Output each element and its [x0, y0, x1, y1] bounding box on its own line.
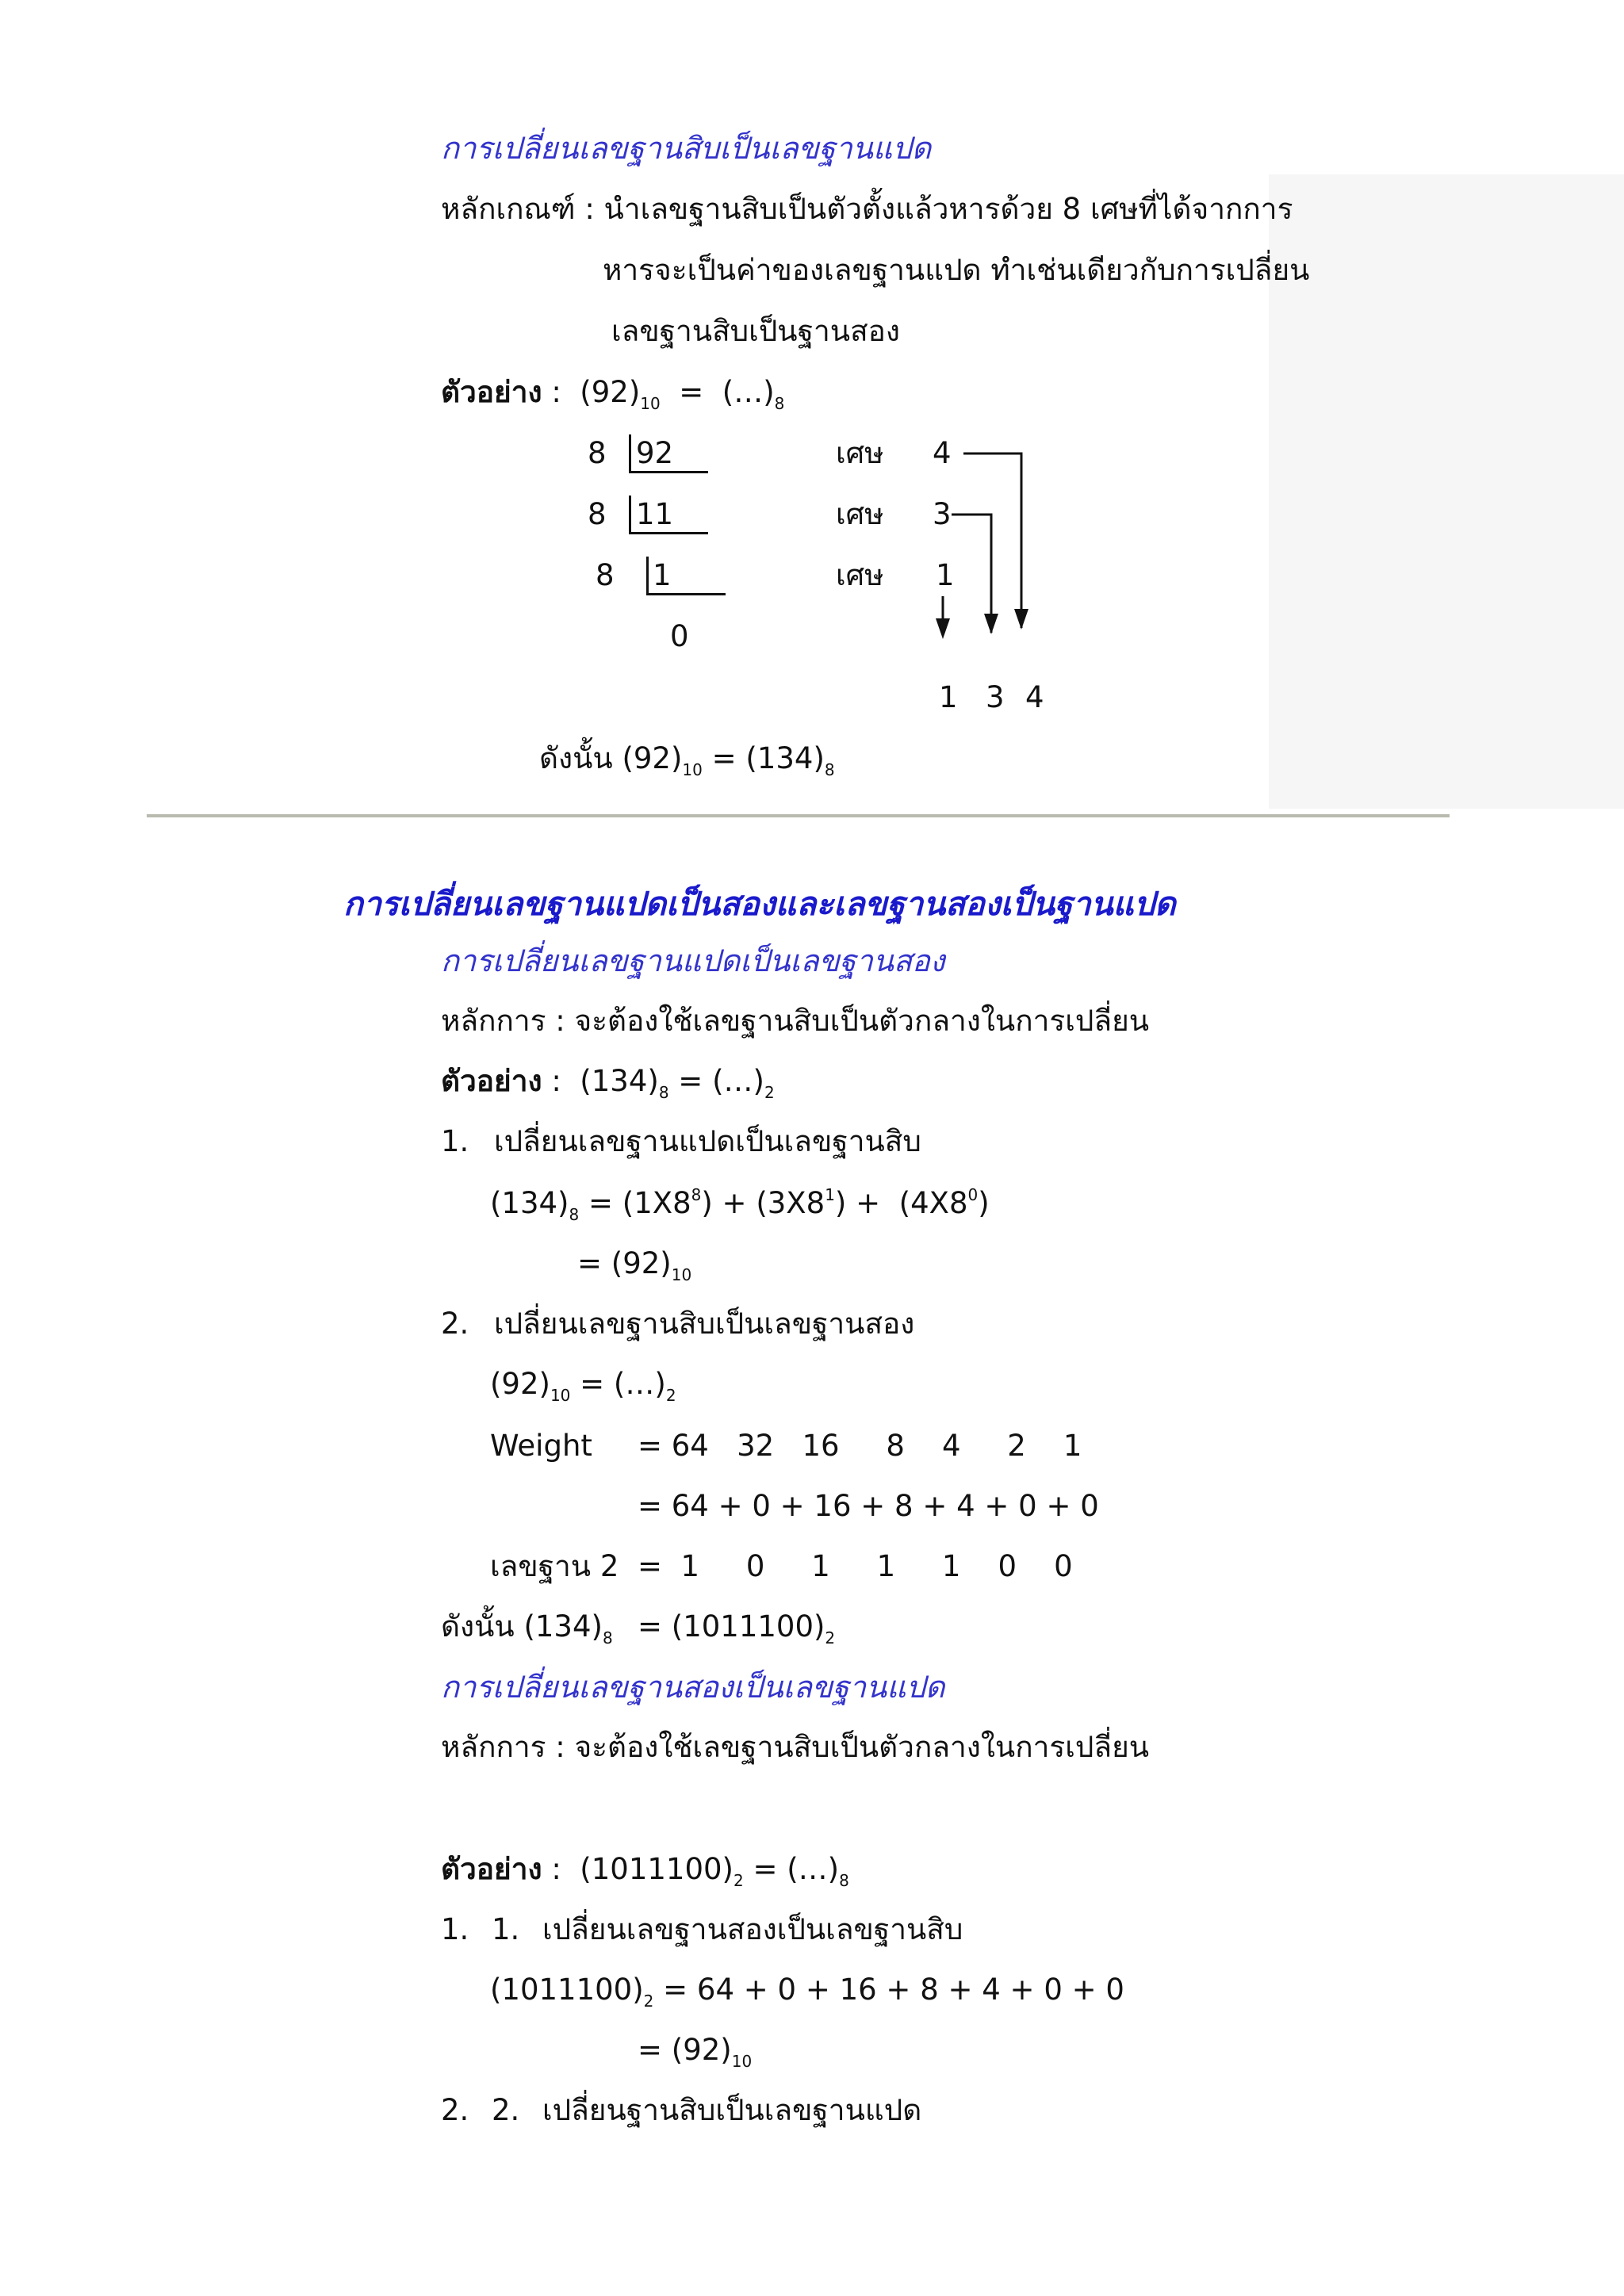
example-label: ตัวอย่าง — [441, 1852, 542, 1886]
section2-subtitle-a: การเปลี่ยนเลขฐานแปดเป็นเลขฐานสอง — [441, 943, 945, 978]
dividend-2: 11 — [636, 497, 674, 531]
principle-b: หลักการ : จะต้องใช้เลขฐานสิบเป็นตัวกลางในการเปลี่ยน — [441, 1730, 1150, 1764]
remainder-3: 1 — [936, 558, 955, 592]
divisor-2: 8 — [588, 497, 607, 531]
step1-num: 1. — [441, 1124, 469, 1158]
principle-line-3: เลขฐานสิบเป็นฐานสอง — [611, 314, 900, 348]
conclusion-prefix: ดังนั้น — [539, 741, 613, 775]
step2-text: เปลี่ยนเลขฐานสิบเป็นเลขฐานสอง — [494, 1307, 915, 1341]
binary-sum-result: = $(92)_{10}$ — [638, 2033, 753, 2071]
conclusion-prefix: ดังนั้น — [441, 1609, 515, 1644]
example-label: ตัวอย่าง — [441, 375, 542, 409]
result-digit-3: 4 — [1025, 680, 1044, 714]
expansion-line: $(134)_8 = (1X8^8) + (3X8^1) + (4X8^0)$ — [490, 1185, 990, 1224]
b-step2-sub: 2. — [492, 2093, 520, 2127]
conclusion-2: ดังนั้น $(134)_8$ — [441, 1609, 613, 1647]
principle-line-1: หลักเกณฑ์ : นำเลขฐานสิบเป็นตัวตั้งแล้วหารด้วย 8 เศษที่ได้จากการ — [441, 192, 1293, 226]
section1-subtitle: การเปลี่ยนเลขฐานสิบเป็นเลขฐานแปด — [441, 131, 932, 166]
divisor-1: 8 — [588, 436, 607, 470]
dividend-1: 92 — [636, 436, 674, 470]
remainder-2: 3 — [933, 497, 952, 531]
b-step2-num: 2. — [441, 2093, 469, 2127]
final-quotient: 0 — [670, 619, 689, 653]
base2-label: เลขฐาน 2 — [490, 1549, 619, 1583]
remainder-label-3: เศษ — [836, 558, 884, 592]
divisor-3: 8 — [596, 558, 615, 592]
weight-label: Weight — [490, 1429, 592, 1463]
expansion-result: = $(92)_{10}$ — [577, 1246, 692, 1284]
remainder-arrows — [0, 0, 1624, 714]
section-divider — [147, 814, 1450, 817]
conclusion-2-value: = $(1011100)_2$ — [638, 1609, 836, 1647]
decimal-to-binary: $(92)_{10}$ = $(\dots)_2$ — [490, 1367, 676, 1405]
result-digit-1: 1 — [939, 680, 958, 714]
example-1: ตัวอย่าง : $(92)_{10}$ = $(\dots)_8$ — [441, 375, 785, 413]
weight-values: = 64 32 16 8 4 2 1 — [638, 1429, 1082, 1463]
base2-values: = 1 0 1 1 1 0 0 — [638, 1549, 1073, 1583]
b-step1-text: เปลี่ยนเลขฐานสองเป็นเลขฐานสิบ — [542, 1912, 963, 1946]
section2-heading: การเปลี่ยนเลขฐานแปดเป็นสองและเลขฐานสองเป็นฐานแปด — [343, 885, 1176, 923]
weight-sum: = 64 + 0 + 16 + 8 + 4 + 0 + 0 — [638, 1489, 1099, 1523]
dividend-3: 1 — [653, 558, 672, 592]
principle-line-2: หารจะเป็นค่าของเลขฐานแปด ทำเช่นเดียวกับการเปลี่ยน — [603, 253, 1310, 287]
principle-a: หลักการ : จะต้องใช้เลขฐานสิบเป็นตัวกลางในการเปลี่ยน — [441, 1004, 1150, 1038]
remainder-1: 4 — [933, 436, 952, 470]
step1-text: เปลี่ยนเลขฐานแปดเป็นเลขฐานสิบ — [494, 1124, 921, 1158]
step2-num: 2. — [441, 1307, 469, 1341]
binary-sum-line: $(1011100)_2 = 64 + 0 + 16 + 8 + 4 + 0 + 0$ — [490, 1973, 1124, 2011]
remainder-label-1: เศษ — [836, 436, 884, 470]
conclusion-1: ดังนั้น $(92)_{10} = (134)_8$ — [539, 741, 835, 779]
result-digit-2: 3 — [986, 680, 1005, 714]
example-3: ตัวอย่าง : $(1011100)_2$ = $(\dots)_8$ — [441, 1852, 849, 1890]
example-2: ตัวอย่าง : $(134)_8$ = $(\dots)_2$ — [441, 1064, 775, 1102]
b-step1-sub: 1. — [492, 1912, 520, 1946]
example-label: ตัวอย่าง — [441, 1064, 542, 1098]
section2-subtitle-b: การเปลี่ยนเลขฐานสองเป็นเลขฐานแปด — [441, 1670, 945, 1705]
b-step2-text: เปลี่ยนฐานสิบเป็นเลขฐานแปด — [542, 2093, 922, 2127]
binary-sum: = 64 + 0 + 16 + 8 + 4 + 0 + 0 — [663, 1973, 1124, 2007]
b-step1-num: 1. — [441, 1912, 469, 1946]
remainder-label-2: เศษ — [836, 497, 884, 531]
